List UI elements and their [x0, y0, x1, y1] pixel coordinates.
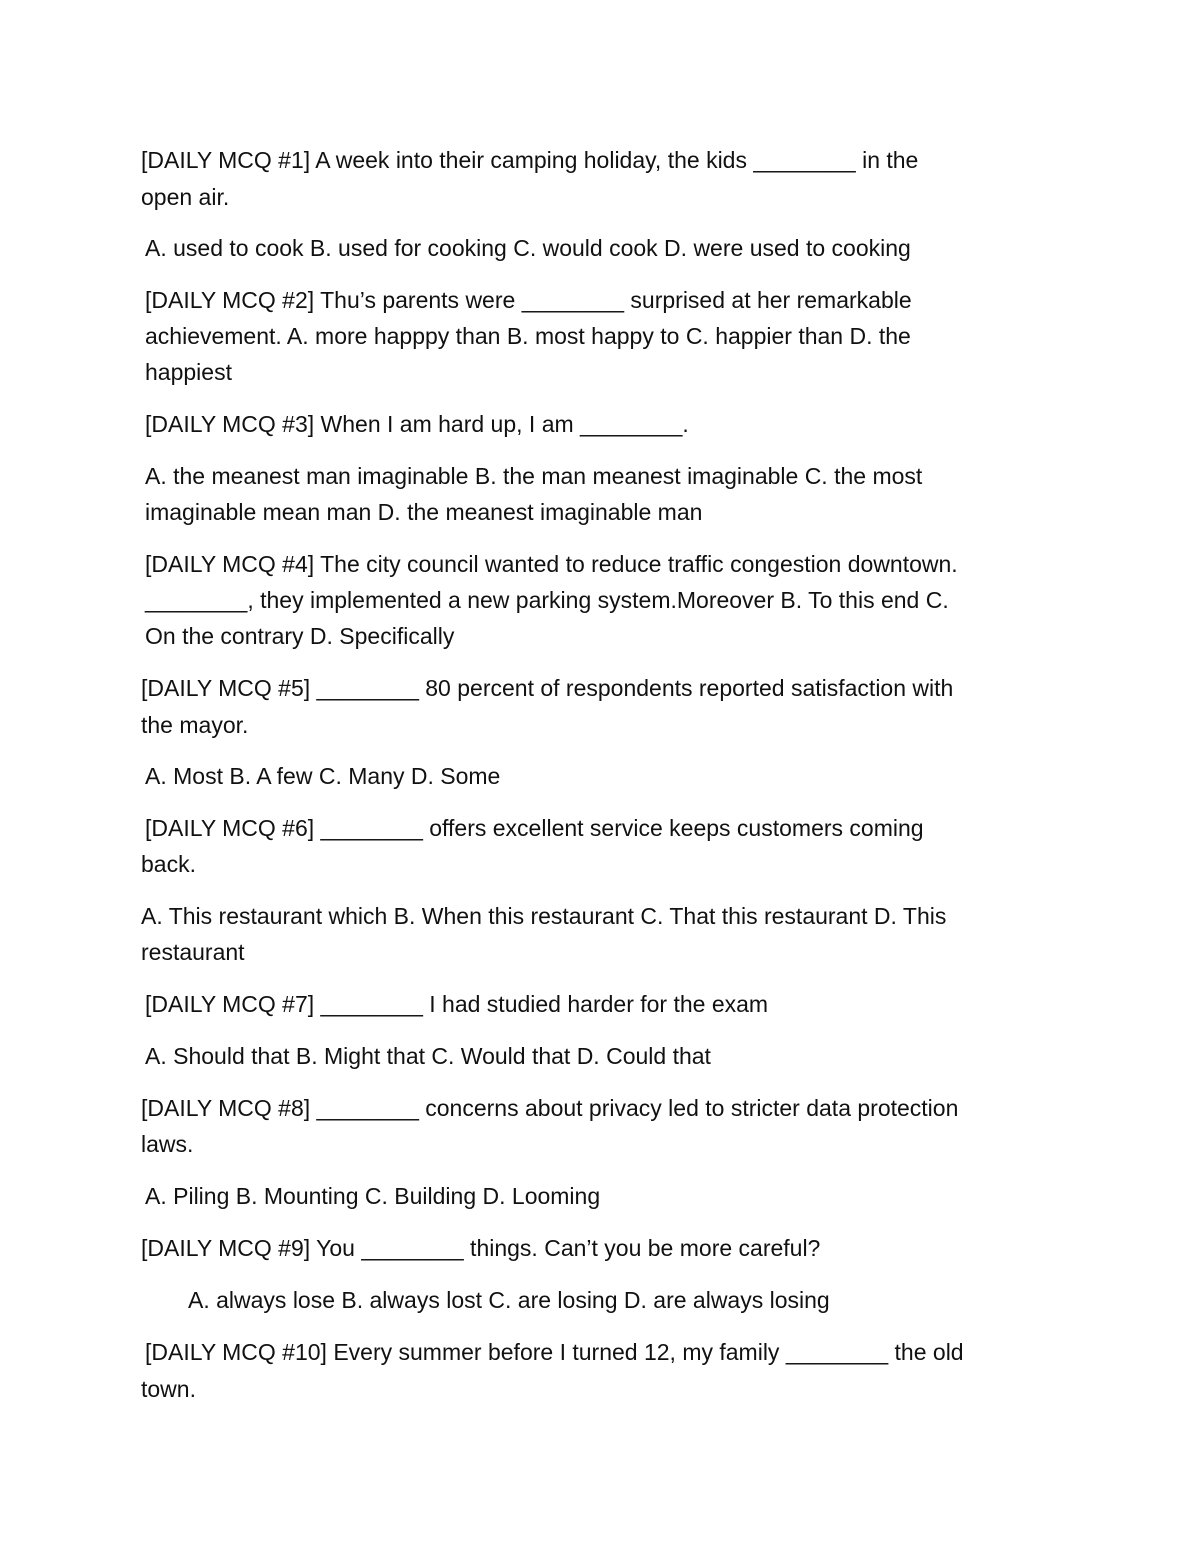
mcq-3-options-line-2: imaginable mean man D. the meanest imaginable man [145, 499, 703, 525]
mcq-2-question-line-1: [DAILY MCQ #2] Thu’s parents were ________ surprised at her remarkable [145, 287, 912, 313]
mcq-5-question-line-1: [DAILY MCQ #5] ________ 80 percent of respondents reported satisfaction with [141, 675, 954, 701]
mcq-5-options: A. Most B. A few C. Many D. Some [145, 763, 501, 789]
mcq-6-options-line-2: restaurant [141, 939, 245, 965]
mcq-2-question-line-2: achievement. A. more happpy than B. most happy to C. happier than D. the [145, 323, 911, 349]
mcq-7-options: A. Should that B. Might that C. Would that D. Could that [145, 1043, 711, 1069]
mcq-7-question: [DAILY MCQ #7] ________ I had studied harder for the exam [145, 991, 769, 1017]
mcq-1-question-line-1: [DAILY MCQ #1] A week into their camping holiday, the kids ________ in the [141, 147, 919, 173]
mcq-5-question-line-2: the mayor. [141, 712, 249, 738]
mcq-4-question-line-2: ________, they implemented a new parking system.Moreover B. To this end C. [145, 587, 949, 613]
mcq-8-question-line-2: laws. [141, 1131, 194, 1157]
mcq-1-options: A. used to cook B. used for cooking C. would cook D. were used to cooking [145, 235, 911, 261]
mcq-8-options: A. Piling B. Mounting C. Building D. Looming [145, 1183, 601, 1209]
mcq-6-question-line-2: back. [141, 851, 196, 877]
mcq-9-options: A. always lose B. always lost C. are losing D. are always losing [188, 1287, 830, 1313]
mcq-6-options-line-1: A. This restaurant which B. When this restaurant C. That this restaurant D. This [141, 903, 947, 929]
mcq-4-question-line-3: On the contrary D. Specifically [145, 623, 455, 649]
mcq-3-options-line-1: A. the meanest man imaginable B. the man meanest imaginable C. the most [145, 463, 923, 489]
mcq-8-question-line-1: [DAILY MCQ #8] ________ concerns about privacy led to stricter data protection [141, 1095, 959, 1121]
mcq-10-question-line-2: town. [141, 1376, 196, 1402]
mcq-3-question: [DAILY MCQ #3] When I am hard up, I am ________. [145, 411, 689, 437]
mcq-9-question: [DAILY MCQ #9] You ________ things. Can’t you be more careful? [141, 1235, 821, 1261]
mcq-1-question-line-2: open air. [141, 184, 230, 210]
mcq-2-question-line-3: happiest [145, 359, 232, 385]
mcq-10-question-line-1: [DAILY MCQ #10] Every summer before I turned 12, my family ________ the old [145, 1339, 964, 1365]
mcq-4-question-line-1: [DAILY MCQ #4] The city council wanted to reduce traffic congestion downtown. [145, 551, 958, 577]
mcq-6-question-line-1: [DAILY MCQ #6] ________ offers excellent service keeps customers coming [145, 815, 924, 841]
